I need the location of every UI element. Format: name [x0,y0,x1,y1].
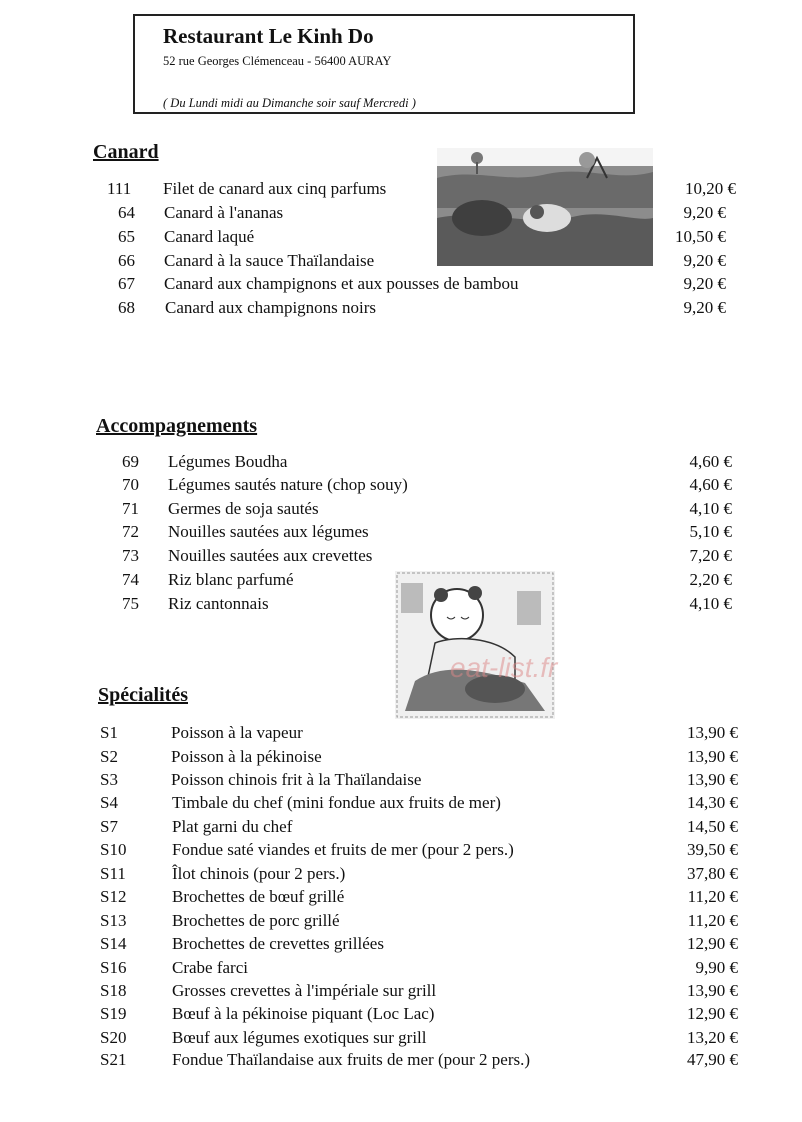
item-number: 75 [122,594,139,613]
item-name: Canard aux champignons noirs [165,298,377,317]
item-name: Légumes Boudha [168,452,288,471]
item-name: Fondue saté viandes et fruits de mer (pour 2 pers.) [172,840,514,859]
item-price: 12,90 € [687,934,738,953]
item-price: 10,20 € [685,179,736,198]
item-price: 13,90 € [687,747,738,766]
restaurant-address: 52 rue Georges Clémenceau - 56400 AURAY [163,54,392,68]
list-item [100,1028,745,1051]
item-price: 12,90 € [687,1004,738,1023]
item-number: 74 [122,570,139,589]
item-number: 69 [122,452,139,471]
list-item [122,594,742,617]
list-item [122,522,742,545]
item-number: S18 [100,981,127,1000]
item-name: Timbale du chef (mini fondue aux fruits de mer) [172,793,501,812]
list-item [100,817,745,840]
item-price: 9,90 € [695,958,738,977]
list-item [118,251,758,274]
list-item [118,227,758,250]
item-price: 4,60 € [689,475,732,494]
item-name: Nouilles sautées aux crevettes [168,546,373,565]
opening-hours: ( Du Lundi midi au Dimanche soir sauf Mercredi ) [163,96,416,110]
item-name: Grosses crevettes à l'impériale sur grill [172,981,437,1000]
item-price: 9,20 € [683,251,726,270]
watermark: eat-list.fr [450,652,558,683]
item-price: 39,50 € [687,840,738,859]
list-item [100,934,745,957]
item-number: 64 [118,203,135,222]
item-number: 111 [107,179,132,198]
item-number: S21 [100,1050,127,1069]
item-name: Îlot chinois (pour 2 pers.) [172,864,346,883]
item-name: Bœuf aux légumes exotiques sur grill [172,1028,427,1047]
item-price: 11,20 € [687,887,738,906]
item-number: S12 [100,887,127,906]
item-price: 5,10 € [689,522,732,541]
list-item [100,723,745,746]
list-item [122,570,742,593]
item-name: Canard à la sauce Thaïlandaise [164,251,375,270]
item-name: Riz cantonnais [168,594,269,613]
item-name: Bœuf à la pékinoise piquant (Loc Lac) [172,1004,435,1023]
item-name: Nouilles sautées aux légumes [168,522,369,541]
item-number: S13 [100,911,127,930]
item-name: Canard à l'ananas [164,203,284,222]
item-number: 71 [122,499,139,518]
item-number: S11 [100,864,126,883]
item-name: Canard laqué [164,227,255,246]
restaurant-name: Restaurant Le Kinh Do [163,24,374,48]
section-title-specialites: Spécialités [98,684,188,706]
restaurant-header [133,14,635,114]
item-price: 14,50 € [687,817,738,836]
list-item [100,840,745,863]
list-item [100,1004,745,1027]
item-name: Riz blanc parfumé [168,570,294,589]
list-item [107,179,757,202]
item-number: 68 [118,298,135,317]
list-item [100,958,745,981]
item-name: Filet de canard aux cinq parfums [163,179,387,198]
item-number: S14 [100,934,127,953]
item-price: 13,90 € [687,981,738,1000]
item-number: S7 [100,817,118,836]
list-item [118,298,758,321]
item-price: 4,60 € [689,452,732,471]
item-number: S2 [100,747,118,766]
item-number: 65 [118,227,135,246]
item-name: Brochettes de porc grillé [172,911,340,930]
item-price: 14,30 € [687,793,738,812]
list-item [122,475,742,498]
item-price: 7,20 € [689,546,732,565]
item-price: 13,90 € [687,723,738,742]
list-item [118,203,758,226]
item-name: Poisson chinois frit à la Thaïlandaise [171,770,422,789]
item-price: 37,80 € [687,864,738,883]
item-number: 67 [118,274,135,293]
item-number: S1 [100,723,118,742]
list-item [100,911,745,934]
item-number: S20 [100,1028,127,1047]
item-name: Brochettes de crevettes grillées [172,934,384,953]
item-name: Légumes sautés nature (chop souy) [168,475,408,494]
item-number: 72 [122,522,139,541]
item-price: 9,20 € [683,274,726,293]
item-name: Canard aux champignons et aux pousses de bambou [164,274,519,293]
item-price: 47,90 € [687,1050,738,1069]
list-item [100,747,745,770]
item-number: 66 [118,251,135,270]
item-price: 9,20 € [683,298,726,317]
list-item [100,1050,745,1073]
item-price: 13,90 € [687,770,738,789]
list-item [118,274,758,297]
list-item [100,864,745,887]
item-name: Fondue Thaïlandaise aux fruits de mer (pour 2 pers.) [172,1050,531,1069]
item-number: 70 [122,475,139,494]
list-item [100,770,745,793]
item-price: 4,10 € [689,499,732,518]
item-price: 9,20 € [683,203,726,222]
section-title-accompagnements: Accompagnements [96,415,258,437]
item-number: S3 [100,770,118,789]
item-number: S16 [100,958,127,977]
item-price: 4,10 € [689,594,732,613]
list-item [122,452,742,475]
item-name: Plat garni du chef [172,817,293,836]
item-number: S19 [100,1004,127,1023]
item-price: 13,20 € [687,1028,738,1047]
item-name: Crabe farci [172,958,248,977]
list-item [100,981,745,1004]
list-item [100,887,745,910]
list-item [100,793,745,816]
item-name: Germes de soja sautés [168,499,319,518]
item-price: 10,50 € [675,227,726,246]
item-name: Poisson à la vapeur [171,723,303,742]
item-number: S10 [100,840,127,859]
item-number: S4 [100,793,118,812]
item-price: 11,20 € [687,911,738,930]
item-price: 2,20 € [689,570,732,589]
item-name: Poisson à la pékinoise [171,747,322,766]
list-item [122,499,742,522]
item-number: 73 [122,546,139,565]
item-name: Brochettes de bœuf grillé [172,887,345,906]
list-item [122,546,742,569]
section-title-canard: Canard [93,141,159,163]
